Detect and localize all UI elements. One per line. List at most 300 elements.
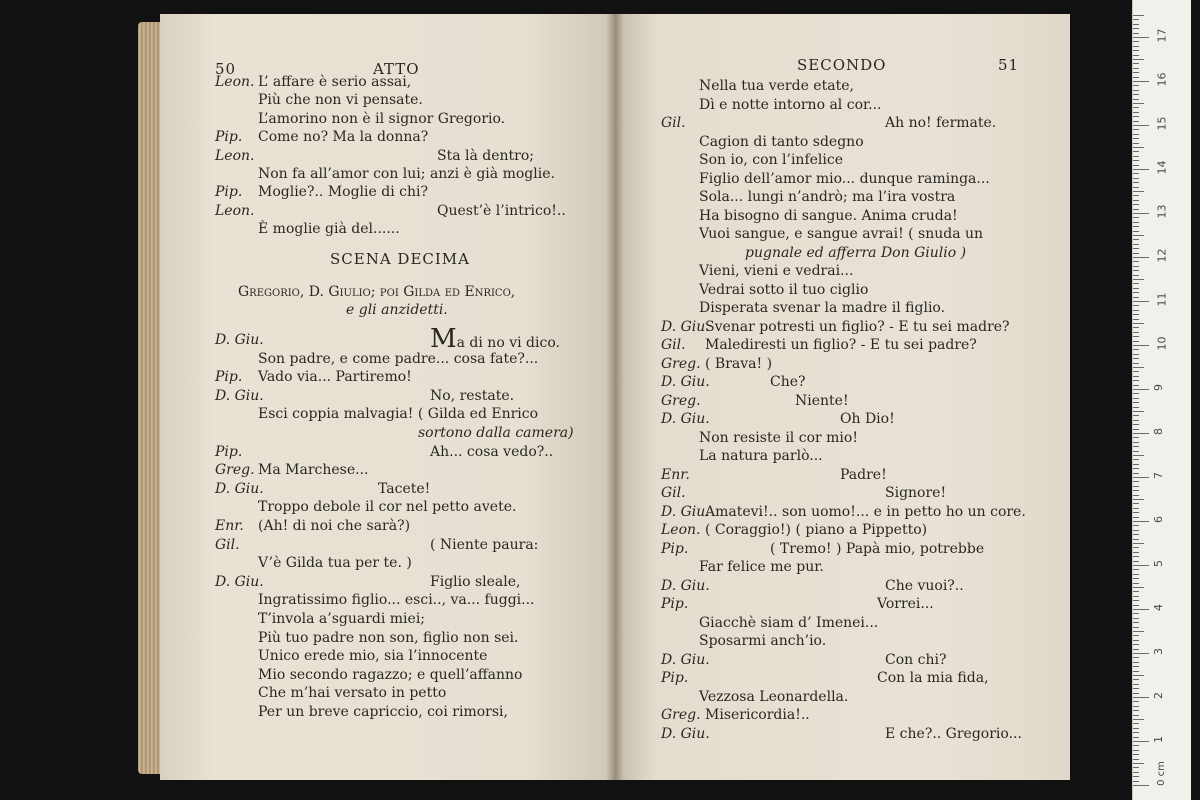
ruler-tick bbox=[1133, 28, 1139, 29]
verse-line: Svenar potresti un figlio? - E tu sei madre? bbox=[705, 318, 1010, 335]
verse-line: Sola... lungi n’andrò; ma l’ira vostra bbox=[699, 189, 956, 205]
ruler-tick bbox=[1133, 138, 1139, 139]
ruler-tick bbox=[1133, 767, 1139, 768]
ruler-tick bbox=[1133, 173, 1139, 174]
ruler-tick bbox=[1133, 244, 1139, 245]
ruler-tick bbox=[1133, 81, 1149, 82]
ruler-tick bbox=[1133, 644, 1139, 645]
verse-line: ( Brava! ) bbox=[705, 355, 773, 372]
verse-line: Esci coppia malvagia! ( Gilda ed Enrico bbox=[258, 406, 539, 423]
ruler-tick bbox=[1133, 15, 1144, 16]
ruler-tick bbox=[1133, 134, 1139, 135]
ruler-tick bbox=[1133, 107, 1139, 108]
verse-line: L’ affare è serio assai, bbox=[258, 74, 412, 90]
ruler-tick bbox=[1133, 772, 1139, 773]
ruler-tick bbox=[1133, 525, 1139, 526]
ruler-tick bbox=[1133, 19, 1139, 20]
ruler-tick bbox=[1133, 561, 1139, 562]
speaker-label: Greg. bbox=[215, 462, 255, 479]
ruler-tick bbox=[1133, 354, 1139, 355]
ruler-number: 12 bbox=[1155, 248, 1169, 263]
verse-line: E che?.. Gregorio... bbox=[885, 725, 1022, 742]
scene-title: SCENA DECIMA bbox=[330, 250, 470, 268]
ruler-tick bbox=[1133, 411, 1144, 412]
verse-line: Per un breve capriccio, coi rimorsi, bbox=[258, 704, 508, 720]
speaker-label: Gil. bbox=[661, 485, 686, 501]
verse-line: ( Tremo! ) Papà mio, potrebbe bbox=[770, 540, 985, 557]
ruler-tick bbox=[1133, 486, 1139, 487]
ruler-tick bbox=[1133, 393, 1139, 394]
verse-line: Che m’hai versato in petto bbox=[258, 685, 447, 702]
ruler-tick bbox=[1133, 719, 1144, 720]
speaker-label: Pip. bbox=[661, 596, 689, 612]
ruler-tick bbox=[1133, 468, 1139, 469]
ruler-tick bbox=[1133, 640, 1139, 641]
speaker-label: D. Giu. bbox=[661, 725, 710, 742]
ruler-tick bbox=[1133, 77, 1139, 78]
ruler-tick bbox=[1133, 605, 1139, 606]
verse-line: Vado via... Partiremo! bbox=[258, 369, 412, 386]
ruler-tick bbox=[1133, 323, 1144, 324]
ruler-tick bbox=[1133, 169, 1149, 170]
stage-direction: sortono dalla camera) bbox=[418, 425, 574, 441]
ruler-number: 4 bbox=[1152, 604, 1165, 611]
speaker-label: D. Giu. bbox=[215, 480, 264, 497]
verse-line: Con chi? bbox=[885, 651, 947, 668]
speaker-label: Enr. bbox=[661, 466, 690, 483]
verse-line: T’invola a’sguardi miei; bbox=[258, 611, 426, 627]
ruler-tick bbox=[1133, 415, 1139, 416]
ruler-tick bbox=[1133, 209, 1139, 210]
ruler-tick bbox=[1133, 583, 1139, 584]
verse-line: V’è Gilda tua per te. ) bbox=[258, 555, 412, 572]
ruler-tick bbox=[1133, 235, 1144, 236]
ruler-tick bbox=[1133, 261, 1139, 262]
ruler-tick bbox=[1133, 723, 1139, 724]
ruler-tick bbox=[1133, 380, 1139, 381]
ruler-tick bbox=[1133, 631, 1144, 632]
ruler-tick bbox=[1133, 512, 1139, 513]
verse-line: Tacete! bbox=[378, 480, 431, 497]
ruler-number: 11 bbox=[1155, 292, 1169, 307]
verse-line: Nella tua verde etate, bbox=[699, 78, 854, 94]
verse-line: Vedrai sotto il tuo ciglio bbox=[699, 281, 869, 298]
ruler-tick bbox=[1133, 125, 1149, 126]
verse-line: Con la mia fida, bbox=[877, 670, 989, 686]
ruler-tick bbox=[1133, 433, 1149, 434]
speaker-label: D. Giu. bbox=[215, 332, 264, 348]
speaker-label: Pip. bbox=[215, 369, 243, 386]
ruler-tick bbox=[1133, 446, 1139, 447]
ruler-tick bbox=[1133, 701, 1139, 702]
ruler-tick bbox=[1133, 477, 1149, 478]
verse-line: Che? bbox=[770, 374, 806, 390]
ruler-tick bbox=[1133, 591, 1139, 592]
verse-line: ( Niente paura: bbox=[430, 536, 539, 553]
ruler-tick bbox=[1133, 222, 1139, 223]
ruler-tick bbox=[1133, 248, 1139, 249]
verse-line: Niente! bbox=[795, 392, 849, 409]
ruler-tick bbox=[1133, 213, 1149, 214]
ruler-tick bbox=[1133, 407, 1139, 408]
ruler-number: 7 bbox=[1152, 472, 1165, 479]
ruler-tick bbox=[1133, 46, 1139, 47]
ruler-tick bbox=[1133, 402, 1139, 403]
ruler-tick bbox=[1133, 490, 1139, 491]
ruler-tick bbox=[1133, 657, 1139, 658]
ruler-number: 2 bbox=[1152, 692, 1165, 699]
ruler-tick bbox=[1133, 710, 1139, 711]
ruler-tick bbox=[1133, 517, 1139, 518]
ruler-tick bbox=[1133, 600, 1139, 601]
ruler-tick bbox=[1133, 587, 1144, 588]
speaker-label: Pip. bbox=[661, 540, 689, 557]
page-number: 50 bbox=[215, 60, 237, 78]
speaker-label: D. Giu. bbox=[215, 387, 264, 404]
ruler-tick bbox=[1133, 305, 1139, 306]
ruler-tick bbox=[1133, 358, 1139, 359]
verse-line: Vorrei... bbox=[877, 596, 934, 612]
ruler-tick bbox=[1133, 187, 1139, 188]
ruler-tick bbox=[1133, 508, 1139, 509]
verse-line: Non fa all’amor con lui; anzi è già moglie. bbox=[258, 166, 555, 182]
verse-line: Più tuo padre non son, figlio non sei. bbox=[258, 629, 519, 646]
right-page bbox=[615, 14, 1070, 780]
verse-line: Ah no! fermate. bbox=[885, 115, 997, 131]
ruler-tick bbox=[1133, 270, 1139, 271]
ruler-tick bbox=[1133, 464, 1139, 465]
ruler-tick bbox=[1133, 345, 1149, 346]
ruler-tick bbox=[1133, 160, 1139, 161]
verse-line: Vieni, vieni e vedrai... bbox=[699, 263, 854, 279]
ruler-tick bbox=[1133, 275, 1139, 276]
ruler-tick bbox=[1133, 94, 1139, 95]
ruler-tick bbox=[1133, 547, 1139, 548]
ruler-tick bbox=[1133, 732, 1139, 733]
ruler-tick bbox=[1133, 99, 1139, 100]
verse-line: Unico erede mio, sia l’innocente bbox=[258, 648, 488, 665]
ruler-tick bbox=[1133, 55, 1139, 56]
ruler-number: 1 bbox=[1152, 736, 1165, 743]
speaker-label: D. Giu. bbox=[215, 573, 264, 590]
speaker-label: Gil. bbox=[661, 337, 686, 353]
speaker-label: Pip. bbox=[215, 129, 243, 146]
verse-line: Malediresti un figlio? - E tu sei padre? bbox=[705, 337, 977, 353]
ruler-tick bbox=[1133, 200, 1139, 201]
ruler-tick bbox=[1133, 37, 1149, 38]
speaker-label: Pip. bbox=[215, 443, 243, 460]
book-gutter bbox=[606, 14, 624, 780]
ruler-tick bbox=[1133, 231, 1139, 232]
verse-line: Vezzosa Leonardella. bbox=[699, 688, 849, 705]
ruler-number: 16 bbox=[1155, 72, 1169, 87]
ruler-tick bbox=[1133, 451, 1139, 452]
ruler-tick bbox=[1133, 182, 1139, 183]
ruler-tick bbox=[1133, 195, 1139, 196]
verse-line: Ma di no vi dico. bbox=[430, 324, 560, 354]
ruler-tick bbox=[1133, 367, 1144, 368]
verse-line: ( Coraggio!) ( piano a Pippetto) bbox=[705, 522, 928, 538]
ruler-tick bbox=[1133, 763, 1144, 764]
ruler-tick bbox=[1133, 59, 1144, 60]
verse-line: Vuoi sangue, e sangue avrai! ( snuda un bbox=[699, 226, 984, 242]
ruler-tick bbox=[1133, 781, 1139, 782]
ruler-tick bbox=[1133, 398, 1139, 399]
ruler-tick bbox=[1133, 785, 1149, 786]
ruler-tick bbox=[1133, 684, 1139, 685]
verse-line: Mio secondo ragazzo; e quell’affanno bbox=[258, 666, 523, 683]
verse-line: Dì e notte intorno al cor... bbox=[699, 96, 882, 113]
ruler-tick bbox=[1133, 737, 1139, 738]
ruler-tick bbox=[1133, 279, 1144, 280]
ruler-tick bbox=[1133, 776, 1139, 777]
speaker-label: Gil. bbox=[215, 536, 240, 553]
speaker-label: Leon. bbox=[215, 147, 255, 164]
ruler-tick bbox=[1133, 715, 1139, 716]
verse-line: L’amorino non è il signor Gregorio. bbox=[258, 110, 506, 127]
verse-line: Son padre, e come padre... cosa fate?... bbox=[258, 350, 539, 367]
verse-line: No, restate. bbox=[430, 387, 515, 404]
verse-line: Signore! bbox=[885, 485, 947, 501]
ruler-tick bbox=[1133, 653, 1149, 654]
verse-line: Non resiste il cor mio! bbox=[699, 429, 858, 446]
ruler-tick bbox=[1133, 217, 1139, 218]
cast-line: Gregorio, D. Giulio; poi Gilda ed Enrico, bbox=[238, 284, 516, 300]
verse-line: Oh Dio! bbox=[840, 411, 895, 427]
ruler-tick bbox=[1133, 112, 1139, 113]
speaker-label: D. Giu. bbox=[661, 503, 710, 520]
verse-line: Figlio sleale, bbox=[430, 573, 521, 590]
ruler-tick bbox=[1133, 481, 1139, 482]
ruler-tick bbox=[1133, 649, 1139, 650]
ruler-tick bbox=[1133, 596, 1139, 597]
ruler-tick bbox=[1133, 283, 1139, 284]
verse-line: Disperata svenar la madre il figlio. bbox=[699, 300, 946, 316]
ruler-tick bbox=[1133, 706, 1139, 707]
ruler-tick bbox=[1133, 147, 1144, 148]
speaker-label: D. Giu. bbox=[661, 577, 710, 594]
ruler-number: 14 bbox=[1155, 160, 1169, 175]
ruler-tick bbox=[1133, 239, 1139, 240]
verse-line: Sta là dentro; bbox=[437, 147, 535, 164]
ruler-tick bbox=[1133, 257, 1149, 258]
ruler-tick bbox=[1133, 759, 1139, 760]
ruler-tick bbox=[1133, 63, 1139, 64]
ruler-tick bbox=[1133, 389, 1149, 390]
ruler-tick bbox=[1133, 121, 1139, 122]
ruler-tick bbox=[1133, 552, 1139, 553]
ruler-tick bbox=[1133, 534, 1139, 535]
verse-line: Moglie?.. Moglie di chi? bbox=[258, 184, 428, 201]
speaker-label: Leon. bbox=[215, 202, 255, 219]
ruler-tick bbox=[1133, 191, 1144, 192]
ruler-tick bbox=[1133, 688, 1139, 689]
ruler-tick bbox=[1133, 556, 1139, 557]
ruler-tick bbox=[1133, 143, 1139, 144]
verse-line: Cagion di tanto sdegno bbox=[699, 133, 864, 150]
speaker-label: Gil. bbox=[661, 115, 686, 131]
ruler-tick bbox=[1133, 341, 1139, 342]
ruler-tick bbox=[1133, 503, 1139, 504]
ruler-tick bbox=[1133, 204, 1139, 205]
ruler-tick bbox=[1133, 90, 1139, 91]
ruler-tick bbox=[1133, 613, 1139, 614]
ruler-tick bbox=[1133, 437, 1139, 438]
ruler-tick bbox=[1133, 543, 1144, 544]
ruler-tick bbox=[1133, 165, 1139, 166]
verse-line: La natura parlò... bbox=[699, 448, 823, 464]
ruler-tick bbox=[1133, 750, 1139, 751]
ruler-tick bbox=[1133, 569, 1139, 570]
ruler-tick bbox=[1133, 424, 1139, 425]
verse-line: Più che non vi pensate. bbox=[258, 92, 423, 109]
ruler-tick bbox=[1133, 385, 1139, 386]
ruler-tick bbox=[1133, 288, 1139, 289]
verse-line: Figlio dell’amor mio... dunque raminga... bbox=[699, 170, 990, 187]
page-header: SECONDO bbox=[797, 56, 887, 74]
verse-line: È moglie già del...... bbox=[258, 221, 400, 238]
ruler-number: 13 bbox=[1155, 204, 1169, 219]
speaker-label: Leon. bbox=[215, 74, 255, 90]
ruler-tick bbox=[1133, 376, 1139, 377]
ruler-tick bbox=[1133, 156, 1139, 157]
ruler-tick bbox=[1133, 618, 1139, 619]
ruler-tick bbox=[1133, 314, 1139, 315]
verse-line: Ingratissimo figlio... esci.., va... fuggi... bbox=[258, 592, 535, 609]
ruler-tick bbox=[1133, 675, 1144, 676]
ruler-tick bbox=[1133, 72, 1139, 73]
speaker-label: Greg. bbox=[661, 355, 701, 372]
ruler-tick bbox=[1133, 103, 1144, 104]
ruler-tick bbox=[1133, 336, 1139, 337]
verse-line: Come no? Ma la donna? bbox=[258, 129, 429, 146]
ruler-tick bbox=[1133, 349, 1139, 350]
ruler-number: 10 bbox=[1155, 336, 1169, 351]
verse-line: Son io, con l’infelice bbox=[699, 152, 843, 168]
verse-line: Padre! bbox=[840, 466, 887, 483]
ruler-number: 17 bbox=[1155, 28, 1169, 43]
ruler-tick bbox=[1133, 666, 1139, 667]
ruler-tick bbox=[1133, 530, 1139, 531]
ruler-tick bbox=[1133, 253, 1139, 254]
ruler-number: 15 bbox=[1155, 116, 1169, 131]
verse-line: Che vuoi?.. bbox=[885, 577, 964, 594]
speaker-label: Pip. bbox=[215, 184, 243, 201]
ruler-tick bbox=[1133, 371, 1139, 372]
ruler-tick bbox=[1133, 574, 1139, 575]
ruler-tick bbox=[1133, 622, 1139, 623]
ruler-tick bbox=[1133, 116, 1139, 117]
ruler-tick bbox=[1133, 495, 1139, 496]
verse-line: Sposarmi anch’io. bbox=[699, 633, 827, 649]
measuring-ruler bbox=[1132, 0, 1191, 800]
ruler-tick bbox=[1133, 68, 1139, 69]
ruler-tick bbox=[1133, 459, 1139, 460]
speaker-label: D. Giu. bbox=[661, 318, 710, 335]
verse-line: Far felice me pur. bbox=[699, 559, 824, 575]
verse-line: Misericordia!.. bbox=[705, 707, 810, 723]
page-number: 51 bbox=[998, 56, 1020, 74]
verse-line: Quest’è l’intrico!.. bbox=[437, 202, 566, 219]
ruler-tick bbox=[1133, 578, 1139, 579]
verse-line: Troppo debole il cor nel petto avete. bbox=[258, 499, 517, 516]
ruler-tick bbox=[1133, 363, 1139, 364]
ruler-tick bbox=[1133, 50, 1139, 51]
ruler-tick bbox=[1133, 24, 1139, 25]
ruler-tick bbox=[1133, 420, 1139, 421]
page-header: ATTO bbox=[373, 60, 420, 78]
ruler-tick bbox=[1133, 151, 1139, 152]
ruler-number: 5 bbox=[1152, 560, 1165, 567]
ruler-tick bbox=[1133, 745, 1139, 746]
ruler-tick bbox=[1133, 301, 1149, 302]
ruler-tick bbox=[1133, 728, 1139, 729]
ruler-tick bbox=[1133, 129, 1139, 130]
ruler-tick bbox=[1133, 319, 1139, 320]
ruler-tick bbox=[1133, 741, 1149, 742]
speaker-label: D. Giu. bbox=[661, 411, 710, 427]
ruler-tick bbox=[1133, 539, 1139, 540]
left-page bbox=[160, 14, 615, 780]
stage-direction: pugnale ed afferra Don Giulio ) bbox=[745, 244, 967, 261]
ruler-tick bbox=[1133, 292, 1139, 293]
speaker-label: D. Giu. bbox=[661, 651, 710, 668]
ruler-number: 8 bbox=[1152, 428, 1165, 435]
ruler-tick bbox=[1133, 266, 1139, 267]
verse-line: (Ah! di noi che sarà?) bbox=[258, 518, 411, 534]
ruler-tick bbox=[1133, 41, 1139, 42]
ruler-tick bbox=[1133, 310, 1139, 311]
ruler-tick bbox=[1133, 473, 1139, 474]
speaker-label: Enr. bbox=[215, 518, 244, 534]
ruler-tick bbox=[1133, 85, 1139, 86]
ruler-number: 6 bbox=[1152, 516, 1165, 523]
ruler-tick bbox=[1133, 671, 1139, 672]
speaker-label: D. Giu. bbox=[661, 374, 710, 390]
ruler-tick bbox=[1133, 697, 1149, 698]
ruler-tick bbox=[1133, 521, 1149, 522]
ruler-unit: 0 cm bbox=[1155, 761, 1167, 786]
ruler-tick bbox=[1133, 627, 1139, 628]
ruler-tick bbox=[1133, 693, 1139, 694]
speaker-label: Greg. bbox=[661, 392, 701, 409]
ruler-tick bbox=[1133, 499, 1144, 500]
speaker-label: Pip. bbox=[661, 670, 689, 686]
ruler-tick bbox=[1133, 226, 1139, 227]
ruler-tick bbox=[1133, 327, 1139, 328]
ruler-tick bbox=[1133, 565, 1149, 566]
ruler-tick bbox=[1133, 662, 1139, 663]
ruler-tick bbox=[1133, 332, 1139, 333]
ruler-number: 3 bbox=[1152, 648, 1165, 655]
speaker-label: Leon. bbox=[661, 522, 701, 538]
ruler-tick bbox=[1133, 297, 1139, 298]
verse-line: Giacchè siam d’ Imenei... bbox=[699, 614, 879, 631]
verse-line: Ma Marchese... bbox=[258, 462, 369, 479]
ruler-tick bbox=[1133, 754, 1139, 755]
ruler-tick bbox=[1133, 33, 1139, 34]
speaker-label: Greg. bbox=[661, 707, 701, 723]
cast-line: e gli anzidetti. bbox=[346, 302, 448, 318]
ruler-tick bbox=[1133, 635, 1139, 636]
ruler-tick bbox=[1133, 442, 1139, 443]
ruler-tick bbox=[1133, 429, 1139, 430]
ruler-number: 9 bbox=[1152, 384, 1165, 391]
verse-line: Amatevi!.. son uomo!... e in petto ho un core. bbox=[705, 503, 1026, 520]
ruler-tick bbox=[1133, 178, 1139, 179]
ruler-tick bbox=[1133, 679, 1139, 680]
verse-line: Ah... cosa vedo?.. bbox=[430, 443, 554, 460]
